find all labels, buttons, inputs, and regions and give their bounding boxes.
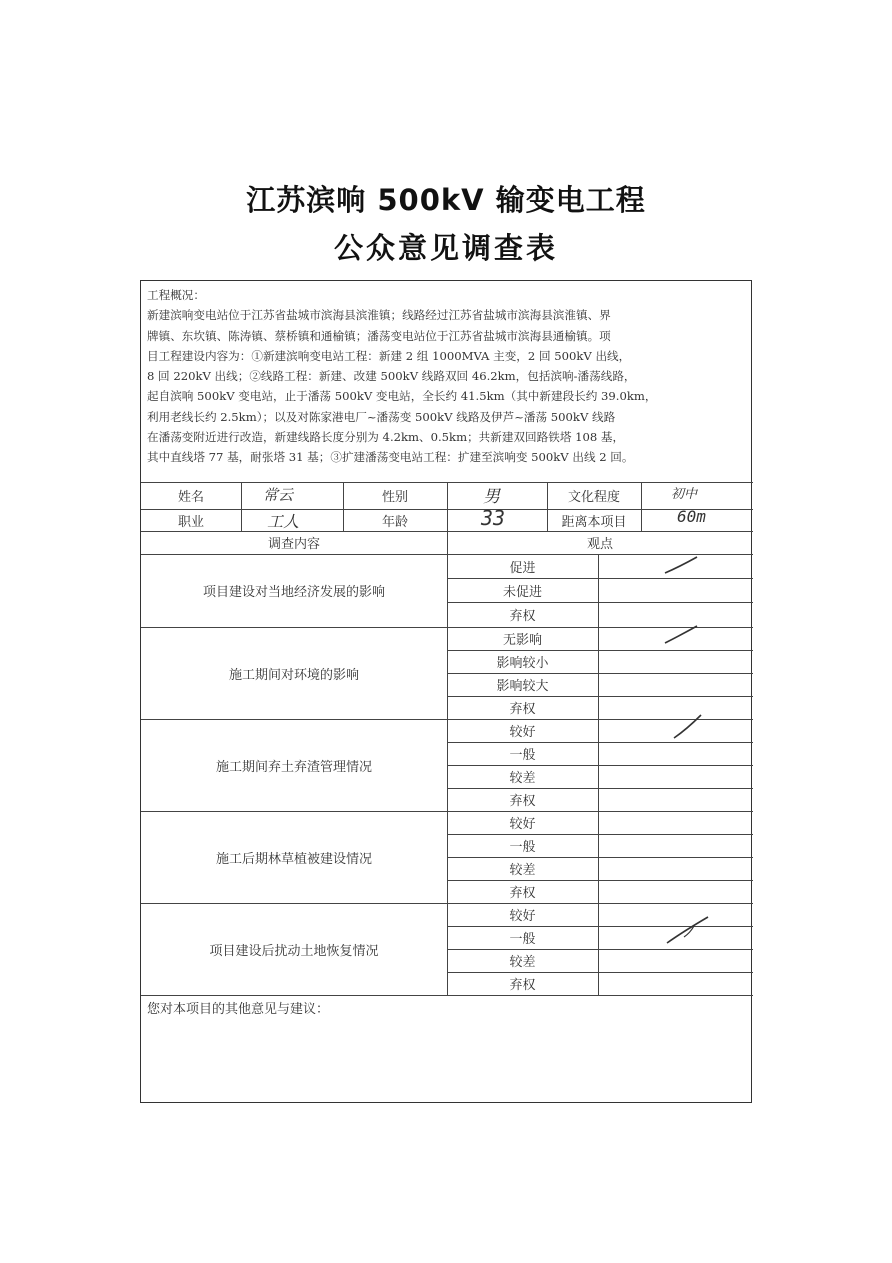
- divider: [241, 482, 242, 531]
- option-label: 较差: [509, 863, 536, 878]
- name-label: 姓名: [177, 490, 204, 505]
- checkmark-icon[interactable]: [661, 555, 701, 577]
- occupation-label: 职业: [177, 514, 204, 530]
- option-label: 弃权: [509, 609, 536, 624]
- name-value: 常云: [263, 486, 294, 504]
- question-land-restoration: 项目建设后扰动土地恢复情况: [209, 943, 379, 959]
- suggestion-label: 您对本项目的其他意见与建议：: [147, 1002, 330, 1017]
- education-label: 文化程度: [567, 490, 620, 505]
- option-label: 较差: [509, 771, 536, 786]
- age-value: 33: [481, 506, 506, 530]
- option-label: 弃权: [509, 794, 536, 809]
- option-label: 无影响: [502, 633, 542, 648]
- overview-line: 起自滨响 500kV 变电站，止于潘荡 500kV 变电站，全长约 41.5km（其中新建段长约 39.0km，: [147, 389, 657, 404]
- overview-heading: 工程概况：: [147, 288, 205, 302]
- project-overview: [141, 281, 751, 482]
- option-label: 未促进: [502, 584, 542, 600]
- question-vegetation: 施工后期林草植被建设情况: [215, 851, 372, 867]
- age-label: 年龄: [381, 514, 408, 530]
- overview-line: 在潘荡变附近进行改造，新建线路长度分别为 4.2km、0.5km；共新建双回路铁塔 108 基，: [147, 430, 625, 445]
- checkmark-icon[interactable]: [661, 624, 701, 646]
- overview-line: 其中直线塔 77 基，耐张塔 31 基；③扩建潘荡变电站工程：扩建至滨响变 500kV 出线 2 回。: [147, 450, 634, 465]
- question-waste-management: 施工期间弃土弃渣管理情况: [215, 759, 372, 775]
- content-header: 调查内容: [267, 537, 320, 552]
- option-label: 弃权: [509, 702, 536, 717]
- divider: [447, 482, 448, 531]
- document-title: 江苏滨响 500kV 输变电工程: [246, 183, 646, 217]
- checkmark-icon[interactable]: [664, 913, 712, 947]
- option-label: 较差: [509, 955, 536, 970]
- question-environment: 施工期间对环境的影响: [228, 667, 359, 683]
- option-label: 一般: [509, 748, 536, 763]
- document-subtitle: 公众意见调查表: [333, 231, 558, 265]
- divider: [141, 995, 753, 996]
- divider: [598, 554, 599, 981]
- occupation-value: 工人: [267, 512, 300, 531]
- overview-line: 新建滨响变电站位于江苏省盐城市滨海县滨淮镇；线路经过江苏省盐城市滨海县滨淮镇、界: [147, 308, 611, 323]
- gender-value: 男: [483, 487, 500, 507]
- option-label: 一般: [509, 840, 536, 855]
- gender-label: 性别: [381, 490, 408, 505]
- option-label: 弃权: [509, 886, 536, 901]
- distance-label: 距离本项目: [561, 514, 627, 530]
- option-label: 促进: [509, 560, 536, 576]
- opinion-header: 观点: [586, 537, 613, 552]
- option-label: 较好: [509, 817, 536, 832]
- question-economy: 项目建设对当地经济发展的影响: [202, 585, 385, 600]
- overview-line: 牌镇、东坎镇、陈涛镇、蔡桥镇和通榆镇；潘荡变电站位于江苏省盐城市滨海县通榆镇。项: [147, 328, 611, 343]
- option-label: 影响较大: [496, 679, 549, 694]
- option-label: 弃权: [509, 978, 536, 993]
- divider: [598, 981, 599, 995]
- divider: [447, 981, 448, 995]
- option-label: 较好: [509, 725, 536, 740]
- checkmark-icon[interactable]: [671, 713, 711, 741]
- option-label: 一般: [509, 932, 536, 947]
- overview-line: 利用老线长约 2.5km）；以及对陈家港电厂~潘荡变 500kV 线路及伊芦~潘荡 500kV 线路: [147, 409, 616, 424]
- survey-form: [140, 280, 752, 1103]
- divider: [641, 482, 642, 531]
- option-label: 较好: [509, 909, 536, 924]
- education-value: 初中: [671, 487, 698, 502]
- distance-value: 60m: [677, 507, 706, 526]
- overview-line: 目工程建设内容为：①新建滨响变电站工程：新建 2 组 1000MVA 主变，2 回 500kV 出线，: [147, 348, 631, 363]
- overview-line: 8 回 220kV 出线；②线路工程：新建、改建 500kV 线路双回 46.2km，包括滨响-潘荡线路，: [147, 369, 636, 384]
- option-label: 影响较小: [496, 656, 549, 671]
